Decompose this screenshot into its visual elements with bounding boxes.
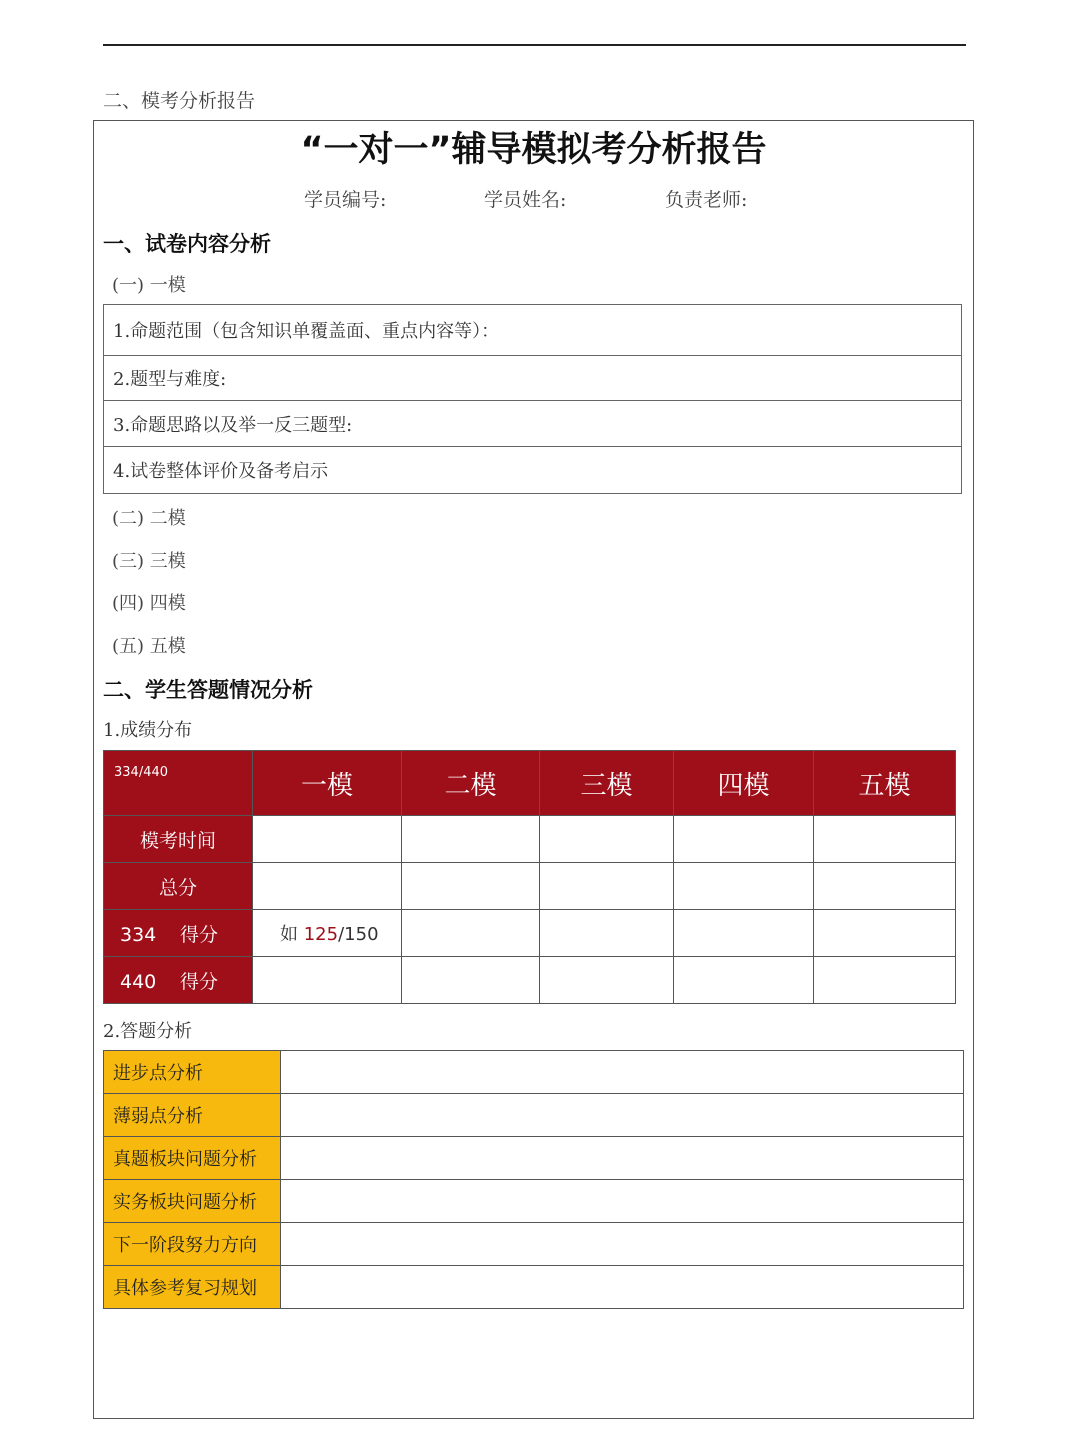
cell-440-5[interactable]	[814, 957, 956, 1004]
cell-total-5[interactable]	[814, 863, 956, 910]
answer-field-real-questions[interactable]	[281, 1137, 964, 1180]
answer-field-practice[interactable]	[281, 1180, 964, 1223]
row-440-score	[104, 957, 253, 1004]
cell-440-1[interactable]	[253, 957, 402, 1004]
cell-334-3[interactable]	[540, 910, 674, 957]
mock4-label: (四) 四模	[112, 593, 186, 614]
cell-440-4[interactable]	[674, 957, 814, 1004]
part2-heading: 二、学生答题情况分析	[103, 678, 313, 702]
col-mock3: 三模	[540, 751, 674, 816]
cell-time-1[interactable]	[253, 816, 402, 863]
example-suffix: /150	[338, 924, 379, 945]
row-exam-time: 模考时间	[104, 816, 253, 863]
score-corner: 334/440	[104, 751, 253, 816]
cell-time-5[interactable]	[814, 816, 956, 863]
answer-analysis-table	[103, 1050, 964, 1309]
row-440-num: 440	[120, 970, 157, 993]
cell-440-3[interactable]	[540, 957, 674, 1004]
paper-item-scope: 1.命题范围（包含知识单覆盖面、重点内容等）：	[104, 305, 961, 356]
answer-label-real-questions: 真题板块问题分析	[104, 1137, 281, 1180]
cell-total-1[interactable]	[253, 863, 402, 910]
paper-analysis-box	[103, 304, 962, 494]
col-mock2: 二模	[402, 751, 540, 816]
col-mock5: 五模	[814, 751, 956, 816]
row-total-score: 总分	[104, 863, 253, 910]
answer-field-weakness[interactable]	[281, 1094, 964, 1137]
answer-field-next-stage[interactable]	[281, 1223, 964, 1266]
paper-item-approach: 3.命题思路以及举一反三题型:	[104, 401, 961, 447]
cell-334-4[interactable]	[674, 910, 814, 957]
answer-label-practice: 实务板块问题分析	[104, 1180, 281, 1223]
answer-field-progress[interactable]	[281, 1051, 964, 1094]
score-heading: 1.成绩分布	[103, 720, 193, 741]
section-label: 二、模考分析报告	[103, 90, 256, 112]
col-mock1: 一模	[253, 751, 402, 816]
mock2-label: (二) 二模	[112, 508, 186, 529]
paper-item-difficulty: 2.题型与难度:	[104, 356, 961, 401]
part1-heading: 一、试卷内容分析	[103, 232, 271, 256]
cell-total-2[interactable]	[402, 863, 540, 910]
answer-label-next-stage: 下一阶段努力方向	[104, 1223, 281, 1266]
cell-334-5[interactable]	[814, 910, 956, 957]
cell-440-2[interactable]	[402, 957, 540, 1004]
answer-heading: 2.答题分析	[103, 1021, 193, 1042]
answer-label-weakness: 薄弱点分析	[104, 1094, 281, 1137]
student-id-label: 学员编号:	[304, 189, 387, 211]
mock5-label: (五) 五模	[112, 636, 186, 657]
cell-334-1[interactable]	[253, 910, 402, 957]
example-score: 125	[303, 924, 339, 945]
row-334-score	[104, 910, 253, 957]
mock3-label: (三) 三模	[112, 551, 186, 572]
row-440-label: 得分	[180, 970, 219, 993]
cell-time-3[interactable]	[540, 816, 674, 863]
cell-time-2[interactable]	[402, 816, 540, 863]
teacher-label: 负责老师:	[665, 189, 748, 211]
cell-time-4[interactable]	[674, 816, 814, 863]
mock1-label: (一) 一模	[112, 275, 186, 296]
student-name-label: 学员姓名:	[484, 189, 567, 211]
row-334-num: 334	[120, 923, 157, 946]
answer-label-review-plan: 具体参考复习规划	[104, 1266, 281, 1309]
answer-label-progress: 进步点分析	[104, 1051, 281, 1094]
report-title: “一对一”辅导模拟考分析报告	[300, 130, 767, 170]
col-mock4: 四模	[674, 751, 814, 816]
cell-total-4[interactable]	[674, 863, 814, 910]
top-rule	[103, 44, 966, 46]
cell-334-2[interactable]	[402, 910, 540, 957]
cell-total-3[interactable]	[540, 863, 674, 910]
example-prefix: 如	[280, 924, 304, 945]
row-334-label: 得分	[180, 923, 219, 946]
paper-item-evaluation: 4.试卷整体评价及备考启示	[113, 461, 329, 482]
answer-field-review-plan[interactable]	[281, 1266, 964, 1309]
score-table	[103, 750, 956, 1004]
